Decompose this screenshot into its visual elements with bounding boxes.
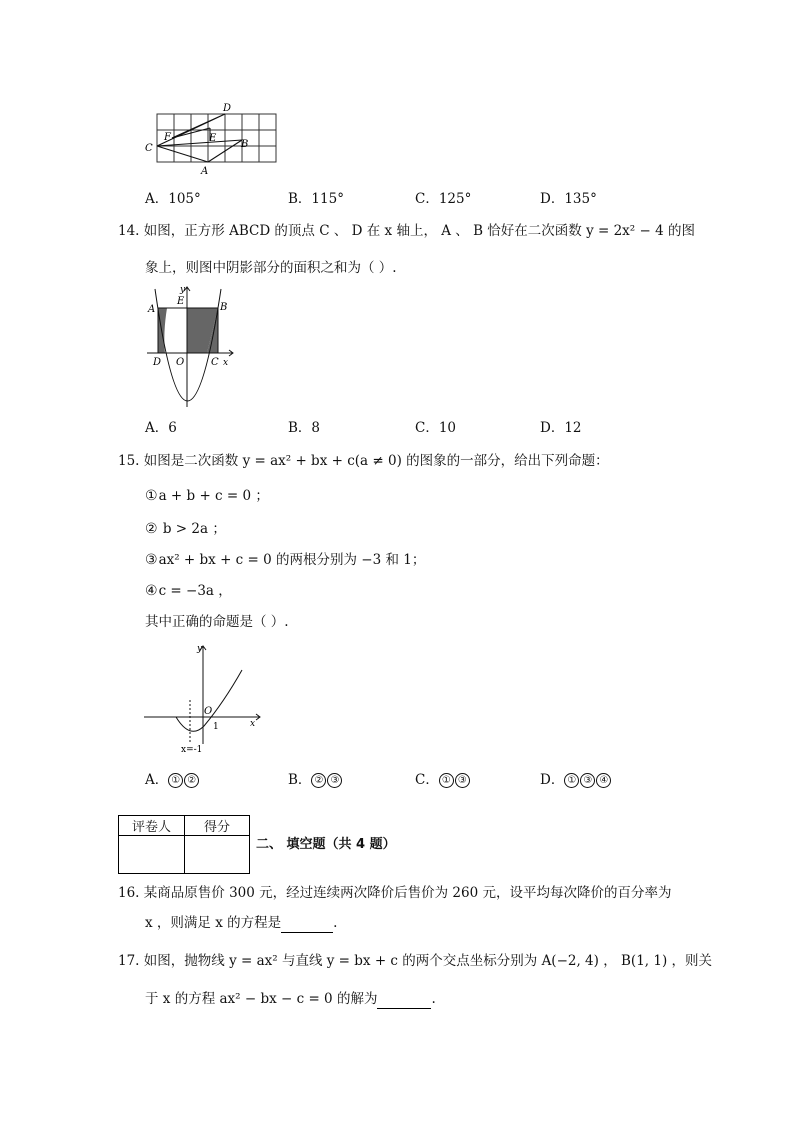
- q15-prop-2: ② b > 2a ；: [145, 521, 226, 537]
- label-D: D: [153, 357, 162, 368]
- q15-option-d[interactable]: D． ① ③ ④: [540, 768, 612, 788]
- label-x: x: [250, 719, 256, 729]
- label-D: D: [223, 103, 232, 114]
- label-E: E: [209, 133, 217, 144]
- q14-option-b[interactable]: B．8: [288, 420, 321, 436]
- q14-number: 14.: [118, 223, 140, 239]
- q14-option-d[interactable]: D．12: [540, 420, 582, 436]
- q16-answer-blank[interactable]: [281, 914, 333, 933]
- q17-answer-blank[interactable]: [377, 990, 431, 1009]
- section-title: 二、 填空题（共 4 题）: [256, 837, 396, 852]
- q13-option-c[interactable]: C．125°: [415, 191, 472, 207]
- q15-parabola-figure: [140, 640, 265, 755]
- grader-header: 评卷人: [119, 816, 185, 836]
- label-A: A: [201, 166, 209, 177]
- q13-option-b[interactable]: B．115°: [288, 191, 344, 207]
- q14-text-line2: 象上，则图中阴影部分的面积之和为（ ）.: [145, 260, 397, 276]
- label-O: O: [204, 706, 213, 717]
- q15-prop-4: ④c = −3a ，: [145, 583, 232, 599]
- label-one: 1: [213, 722, 219, 732]
- q16-text-line1: 16. 某商品原售价 300 元，经过连续两次降价后售价为 260 元，设平均每次降价的百分率为: [118, 885, 672, 901]
- score-header: 得分: [185, 816, 250, 836]
- q17-number: 17.: [118, 953, 140, 969]
- grader-cell[interactable]: [119, 836, 185, 874]
- label-B: B: [241, 139, 249, 150]
- label-E: E: [177, 296, 185, 307]
- label-y: y: [197, 644, 203, 654]
- q15-prop-1: ①a + b + c = 0 ；: [145, 488, 269, 504]
- q15-number: 15.: [118, 453, 140, 469]
- q15-prop-3: ③ax² + bx + c = 0 的两根分别为 −3 和 1；: [145, 552, 426, 568]
- grader-score-table: [118, 815, 250, 874]
- q13-option-a[interactable]: A．105°: [145, 191, 201, 207]
- q14-option-c[interactable]: C．10: [415, 420, 457, 436]
- q15-option-b[interactable]: B． ② ③: [288, 768, 343, 788]
- q14-text-line1: 14. 如图，正方形 ABCD 的顶点 C 、 D 在 x 轴上， A 、 B 恰好在二次函数 y = 2x² − 4 的图: [118, 223, 695, 239]
- score-cell[interactable]: [185, 836, 250, 874]
- q17-text-line1: 17. 如图，抛物线 y = ax² 与直线 y = bx + c 的两个交点坐标分别为 A(−2, 4) ， B(1, 1) ，则关: [118, 953, 713, 969]
- q15-text-line1: 15. 如图是二次函数 y = ax² + bx + c(a ≠ 0) 的图象的一部分，给出下列命题：: [118, 453, 609, 469]
- label-x: x: [223, 358, 229, 368]
- q16-text-line2: x ，则满足 x 的方程是 .: [145, 915, 338, 931]
- q15-question: 其中正确的命题是（ ）.: [145, 614, 289, 630]
- q14-parabola-figure: [145, 283, 240, 408]
- q15-option-c[interactable]: C． ① ③: [415, 768, 471, 788]
- label-B: B: [220, 302, 228, 313]
- q17-text-line2: 于 x 的方程 ax² − bx − c = 0 的解为 .: [145, 991, 436, 1007]
- label-axis: x=-1: [181, 745, 203, 755]
- label-C: C: [211, 357, 219, 368]
- label-y: y: [180, 285, 186, 295]
- label-C: C: [145, 143, 153, 154]
- label-F: F: [164, 132, 171, 143]
- label-A: A: [148, 304, 156, 315]
- q16-number: 16.: [118, 885, 140, 901]
- q15-option-a[interactable]: A． ① ②: [145, 768, 200, 788]
- q14-option-a[interactable]: A．6: [145, 420, 177, 436]
- q13-grid-figure: [140, 100, 280, 180]
- label-O: O: [176, 357, 185, 368]
- q13-option-d[interactable]: D．135°: [540, 191, 597, 207]
